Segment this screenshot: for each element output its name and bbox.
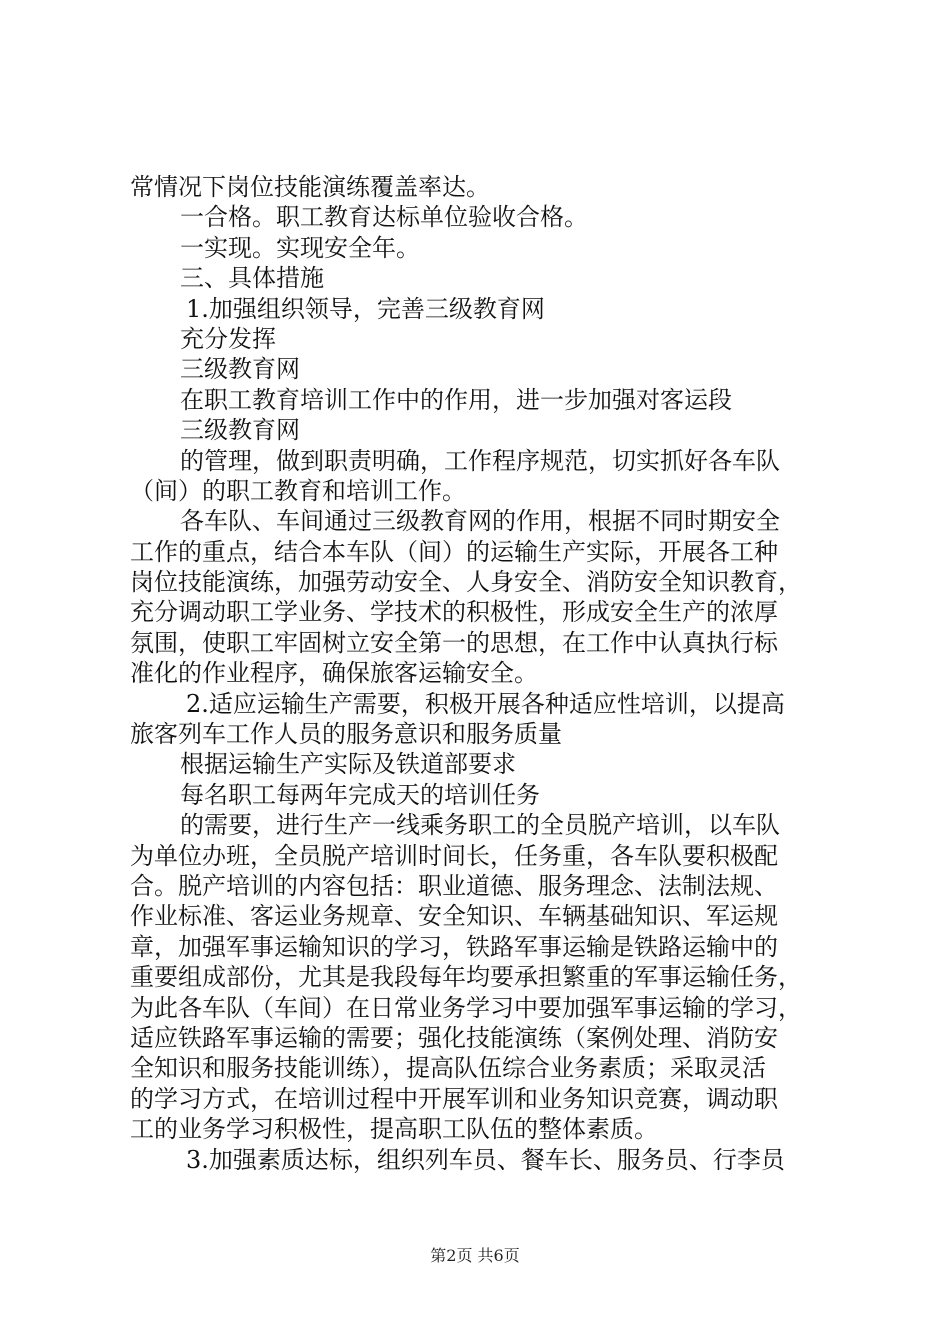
text-line: 作业标准、客运业务规章、安全知识、车辆基础知识、军运规 (130, 902, 778, 931)
text-line: 为单位办班，全员脱产培训时间长，任务重，各车队要积极配 (130, 841, 778, 870)
text-line: 的学习方式，在培训过程中开展军训和业务知识竞赛，调动职 (130, 1084, 778, 1113)
page-number-footer: 第2页 共6页 (430, 1246, 520, 1265)
text-line: 工作的重点，结合本车队（间）的运输生产实际，开展各工种 (130, 537, 778, 566)
text-line: 各车队、车间通过三级教育网的作用，根据不同时期安全 (180, 507, 780, 536)
text-line: 准化的作业程序，确保旅客运输安全。 (130, 659, 538, 688)
text-line: 工的业务学习积极性，提高职工队伍的整体素质。 (130, 1115, 658, 1144)
text-line: 常情况下岗位技能演练覆盖率达。 (130, 173, 490, 201)
text-line: 每名职工每两年完成天的培训任务 (180, 780, 540, 809)
text-line: 一实现。实现安全年。 (180, 233, 420, 262)
text-line: 适应铁路军事运输的需要；强化技能演练（案例处理、消防安 (130, 1023, 778, 1052)
text-line: 岗位技能演练，加强劳动安全、人身安全、消防安全知识教育， (130, 568, 802, 597)
text-line: 三级教育网 (180, 355, 300, 384)
text-line: 章，加强军事运输知识的学习，铁路军事运输是铁路运输中的 (130, 932, 778, 961)
text-line: 全知识和服务技能训练），提高队伍综合业务素质；采取灵活 (130, 1054, 766, 1083)
text-line: 的管理，做到职责明确，工作程序规范，切实抓好各车队 (180, 446, 780, 475)
text-line: 根据运输生产实际及铁道部要求 (180, 750, 516, 779)
text-line: 旅客列车工作人员的服务意识和服务质量 (130, 720, 562, 749)
text-line: 三级教育网 (180, 416, 300, 445)
text-line: 合。脱产培训的内容包括：职业道德、服务理念、法制法规、 (130, 871, 778, 900)
body-text (130, 172, 842, 1175)
subsection-heading: 3.加强素质达标，组织列车员、餐车长、服务员、行李员 (186, 1145, 785, 1174)
text-line: （间）的职工教育和培训工作。 (130, 476, 466, 505)
text-line: 为此各车队（车间）在日常业务学习中要加强军事运输的学习， (130, 993, 802, 1022)
subsection-heading: 2.适应运输生产需要，积极开展各种适应性培训，以提高 (186, 689, 785, 718)
section-heading: 三、具体措施 (180, 264, 324, 293)
text-line: 一合格。职工教育达标单位验收合格。 (180, 203, 588, 232)
text-line: 充分发挥 (180, 324, 276, 353)
text-line: 充分调动职工学业务、学技术的积极性，形成安全生产的浓厚 (130, 598, 778, 627)
text-line: 氛围，使职工牢固树立安全第一的思想，在工作中认真执行标 (130, 628, 778, 657)
subsection-heading: 1.加强组织领导，完善三级教育网 (186, 294, 545, 323)
text-line: 的需要，进行生产一线乘务职工的全员脱产培训，以车队 (180, 811, 780, 840)
text-line: 重要组成部份，尤其是我段每年均要承担繁重的军事运输任务， (130, 963, 802, 992)
text-line: 在职工教育培训工作中的作用，进一步加强对客运段 (180, 385, 732, 414)
